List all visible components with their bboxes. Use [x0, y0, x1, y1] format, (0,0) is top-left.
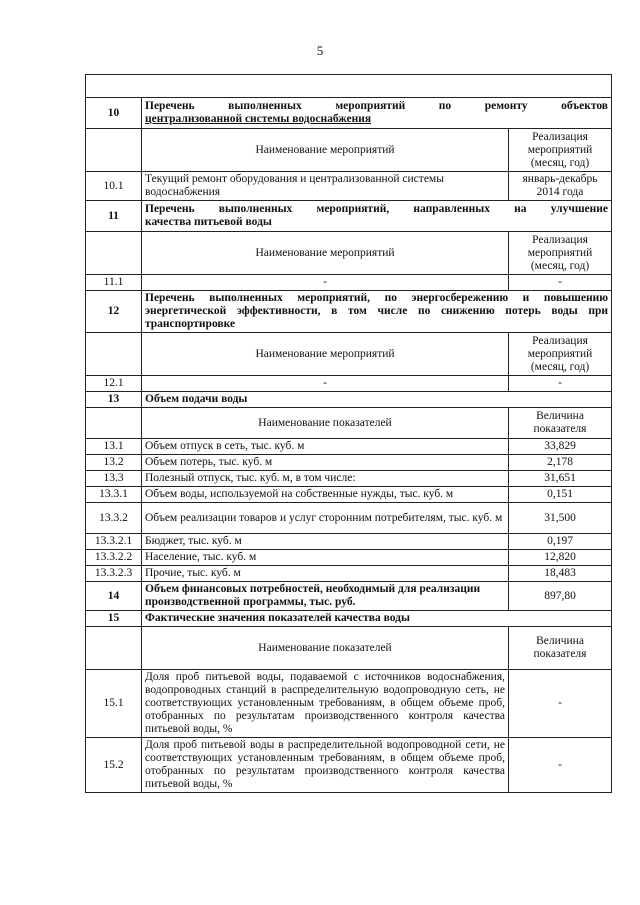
column-header-value: Величина показателя	[509, 627, 612, 670]
section-title: Перечень выполненных мероприятий, направленных на улучшение качества питьевой воды	[142, 201, 612, 232]
section-title: Объем подачи воды	[142, 392, 612, 408]
section-title: Перечень выполненных мероприятий, по энергосбережению и повышению энергетической эффективности, в том числе по снижению потерь воды при транспортировке	[142, 291, 612, 333]
section-number: 13	[86, 392, 142, 408]
column-header-name: Наименование мероприятий	[142, 232, 509, 275]
section-14-row	[86, 582, 612, 611]
column-header-value: Реализация мероприятий (месяц, год)	[509, 232, 612, 275]
section-10-title-row	[86, 98, 612, 129]
table-row: 13.3.2.3 Прочие, тыс. куб. м 18,483	[86, 566, 612, 582]
column-header-value: Величина показателя	[509, 408, 612, 439]
report-table	[85, 74, 612, 793]
table-row: 15.2 Доля проб питьевой воды в распределительной водопроводной сети, не соответствующих установленным требованиям, в общем объеме проб, отобранных по результатам производственного контроля качества питьевой воды, % -	[86, 738, 612, 793]
financial-needs-value: 897,80	[509, 582, 612, 611]
section-title: Фактические значения показателей качества воды	[142, 611, 612, 627]
table-row: 15.1 Доля проб питьевой воды, подаваемой с источников водоснабжения, водопроводных станций в распределительную водопроводную сеть, не соответствующих установленным требованиям, в общем объеме проб, отобранных по результатам производственного контроля качества питьевой воды, % -	[86, 670, 612, 738]
column-header-value: Реализация мероприятий (месяц, год)	[509, 333, 612, 376]
section-11-title-row	[86, 201, 612, 232]
table-row: 12.1 - -	[86, 376, 612, 392]
section-title: Перечень выполненных мероприятий по ремонту объектов централизованной системы водоснабжения	[142, 98, 612, 129]
table-header-blank-row	[86, 75, 612, 98]
section-15-title-row	[86, 611, 612, 627]
page-number: 5	[316, 43, 324, 58]
table-row: 13.3 Полезный отпуск, тыс. куб. м, в том числе: 31,651	[86, 471, 612, 487]
column-header-value: Реализация мероприятий (месяц, год)	[509, 129, 612, 172]
table-row: 13.1 Объем отпуск в сеть, тыс. куб. м 33,829	[86, 439, 612, 455]
section-number: 11	[86, 201, 142, 232]
section-number: 15	[86, 611, 142, 627]
column-header-row	[86, 627, 612, 670]
table-row: 10.1 Текущий ремонт оборудования и централизованной системы водоснабжения январь-декабрь 2014 года	[86, 172, 612, 201]
column-header-name: Наименование мероприятий	[142, 333, 509, 376]
column-header-row	[86, 408, 612, 439]
column-header-row	[86, 333, 612, 376]
section-13-title-row	[86, 392, 612, 408]
table-row: 13.3.2 Объем реализации товаров и услуг сторонним потребителям, тыс. куб. м 31,500	[86, 503, 612, 534]
table-row: 13.2 Объем потерь, тыс. куб. м 2,178	[86, 455, 612, 471]
column-header-row	[86, 129, 612, 172]
column-header-name: Наименование мероприятий	[142, 129, 509, 172]
section-12-title-row	[86, 291, 612, 333]
column-header-name: Наименование показателей	[142, 627, 509, 670]
table-row: 13.3.2.2 Население, тыс. куб. м 12,820	[86, 550, 612, 566]
column-header-row	[86, 232, 612, 275]
table-row: 13.3.1 Объем воды, используемой на собственные нужды, тыс. куб. м 0,151	[86, 487, 612, 503]
section-number: 12	[86, 291, 142, 333]
table-row: 11.1 - -	[86, 275, 612, 291]
column-header-name: Наименование показателей	[142, 408, 509, 439]
section-number: 10	[86, 98, 142, 129]
section-number: 14	[86, 582, 142, 611]
table-row: 13.3.2.1 Бюджет, тыс. куб. м 0,197	[86, 534, 612, 550]
section-title: Объем финансовых потребностей, необходимый для реализации производственной программы, тыс. руб.	[142, 582, 509, 611]
